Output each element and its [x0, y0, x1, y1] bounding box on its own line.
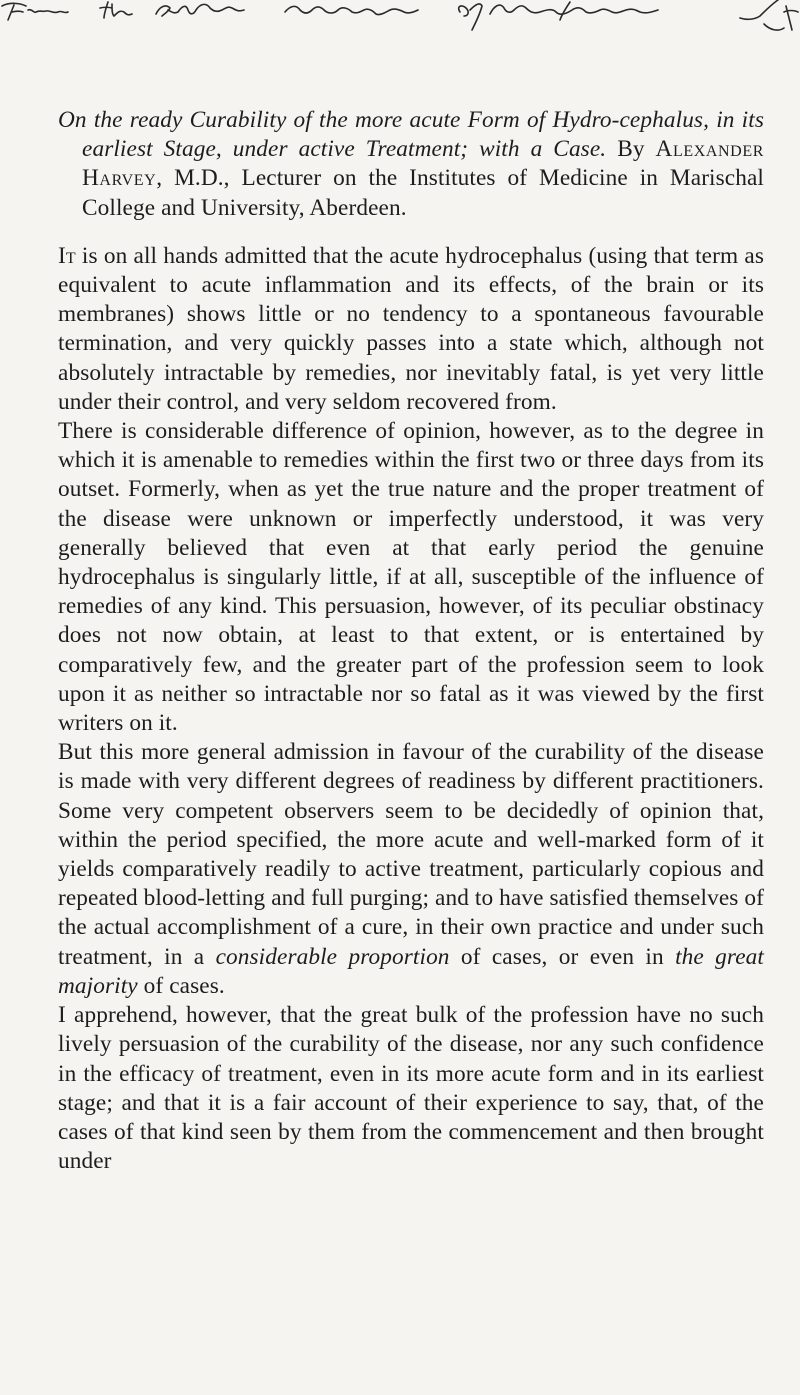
emphasis-considerable-proportion: considerable proportion — [215, 943, 450, 970]
article-body — [58, 106, 764, 1176]
article-title: On the ready Curability of the more acute Form of Hydro-cephalus, in its earliest Stage, under active Treatment; with a Case. — [58, 107, 764, 163]
emphasis-great-majority: the great majority — [58, 943, 764, 999]
paragraph-3-text-c: of cases. — [137, 972, 225, 999]
paragraph-2: There is considerable difference of opinion, however, as to the degree in which it is amenable to remedies within the first two or three days from its outset. Formerly, when as yet the true nature and the proper treatment of the disease were unknown or imperfectly understood, it was very generally believed that even at that early period the genuine hydrocephalus is singularly little, if at all, susceptible of the influence of remedies of any kind. This persuasion, however, of its peculiar obstinacy does not now obtain, at least to that extent, or is entertained by comparatively few, and the greater part of the profession seem to look upon it as neither so intractable nor so fatal as it was viewed by the first writers on it. — [58, 418, 764, 737]
paragraph-3-text-b: of cases, or even in — [449, 943, 676, 970]
paragraph-1 — [58, 242, 764, 417]
article-heading — [58, 106, 764, 223]
byline-by: By — [617, 136, 645, 163]
paragraph-1-text: is on all hands admitted that the acute hydrocephalus (using that term as equivalent to acute inflammation and its effects, of the brain or its membranes) shows little or no tendency to a spontaneous favourable termination, and very quickly passes into a state which, although not absolutely intractable by remedies, nor inevitably fatal, is yet very little under their control, and very seldom recovered from. — [58, 242, 764, 415]
paragraph-3-text-a: But this more general admission in favour of the curability of the disease is made with very different degrees of readiness by different practitioners. Some very competent observers seem to be decidedly of opinion that, within the period specified, the more acute and well-marked form of it yields comparatively readily to active treatment, particularly copious and repeated blood-letting and full purging; and to have satisfied themselves of the actual accomplishment of a cure, in their own practice and under such treatment, in a — [58, 739, 764, 970]
handwritten-inscription — [0, 0, 800, 90]
author-credentials: , M.D., Lecturer on the Institutes of Medicine in Marischal College and University, Aberdeen. — [82, 165, 764, 221]
paragraph-3 — [58, 738, 764, 1001]
paragraph-1-lead: It — [58, 242, 76, 269]
handwritten-note-text — [110, 2, 428, 21]
author-name: Alexander Harvey — [82, 136, 764, 192]
paragraph-4: I apprehend, however, that the great bulk of the profession have no such lively persuasion of the curability of the disease, nor any such confidence in the efficacy of treatment, even in its more acute form and in its earliest stage; and that it is a fair account of their experience to say, that, of the cases of that kind seen by them from the commencement and then brought under — [58, 1002, 764, 1175]
